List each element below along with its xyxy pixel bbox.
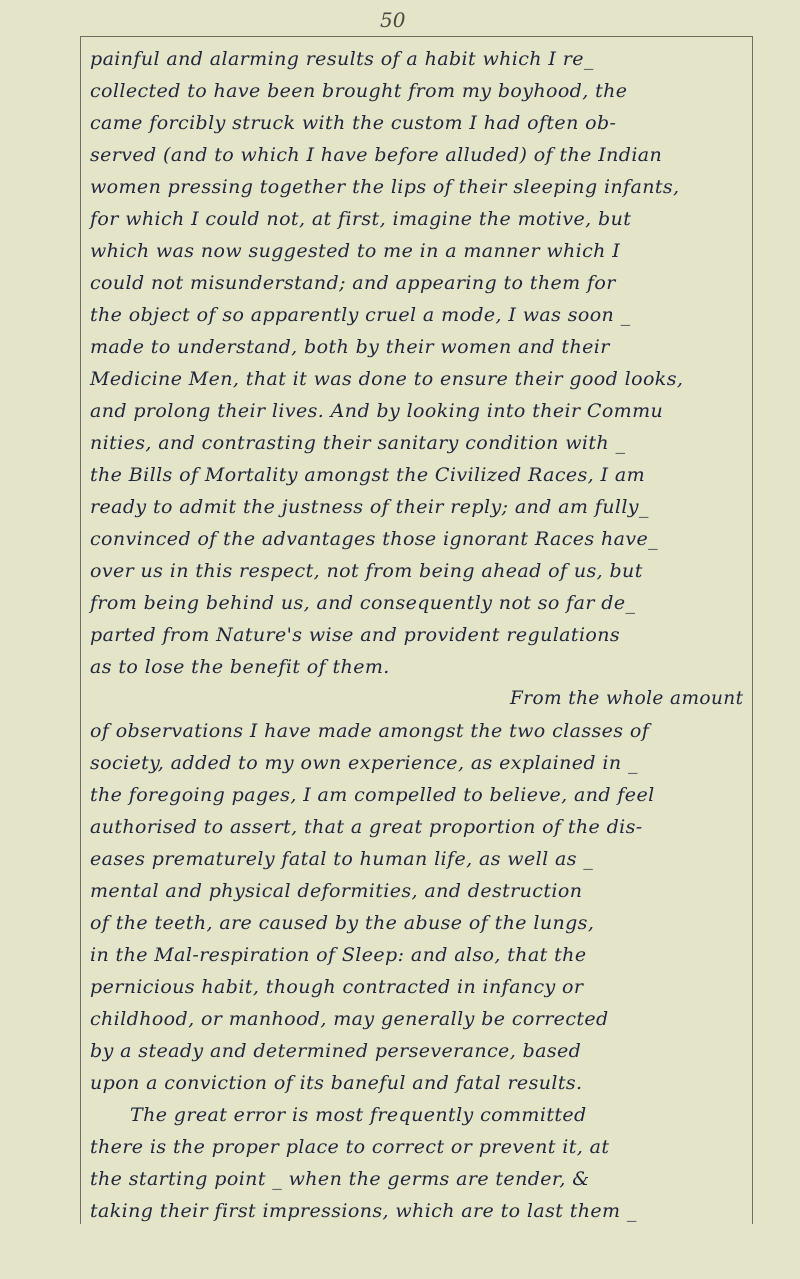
manuscript-line-14: the Bills of Mortality amongst the Civilized Races, I am [90, 464, 646, 486]
manuscript-line-1: painful and alarming results of a habit which I re_ [90, 48, 594, 70]
manuscript-line-21: From the whole amount [510, 688, 744, 709]
manuscript-line-35: there is the proper place to correct or prevent it, at [90, 1136, 610, 1158]
manuscript-line-19: parted from Nature's wise and provident regulations [90, 624, 621, 646]
page-number: 50 [380, 8, 406, 32]
manuscript-line-9: the object of so apparently cruel a mode, I was soon _ [90, 304, 631, 326]
manuscript-line-23: society, added to my own experience, as explained in _ [90, 752, 638, 774]
manuscript-line-20: as to lose the benefit of them. [90, 656, 390, 678]
manuscript-line-5: women pressing together the lips of their sleeping infants, [90, 176, 680, 198]
manuscript-line-28: of the teeth, are caused by the abuse of the lungs, [90, 912, 595, 934]
left-margin-rule [80, 36, 81, 1224]
manuscript-line-8: could not misunderstand; and appearing to them for [90, 272, 616, 294]
manuscript-line-34: The great error is most frequently committed [130, 1104, 587, 1126]
manuscript-line-13: nities, and contrasting their sanitary condition with _ [90, 432, 626, 454]
manuscript-line-36: the starting point _ when the germs are tender, & [90, 1168, 590, 1190]
manuscript-line-26: eases prematurely fatal to human life, as well as _ [90, 848, 594, 870]
manuscript-line-6: for which I could not, at first, imagine the motive, but [90, 208, 632, 230]
manuscript-line-16: convinced of the advantages those ignorant Races have_ [90, 528, 659, 550]
manuscript-line-3: came forcibly struck with the custom I had often ob- [90, 112, 617, 134]
manuscript-line-31: childhood, or manhood, may generally be corrected [90, 1008, 609, 1030]
manuscript-line-29: in the Mal-respiration of Sleep: and also, that the [90, 944, 587, 966]
manuscript-line-32: by a steady and determined perseverance, based [90, 1040, 582, 1062]
manuscript-line-15: ready to admit the justness of their reply; and am fully_ [90, 496, 649, 518]
manuscript-line-17: over us in this respect, not from being ahead of us, but [90, 560, 643, 582]
manuscript-line-12: and prolong their lives. And by looking into their Commu [90, 400, 664, 422]
manuscript-line-7: which was now suggested to me in a manner which I [90, 240, 621, 262]
manuscript-line-2: collected to have been brought from my boyhood, the [90, 80, 628, 102]
manuscript-line-10: made to understand, both by their women and their [90, 336, 610, 358]
manuscript-line-18: from being behind us, and consequently not so far de_ [90, 592, 636, 614]
manuscript-line-33: upon a conviction of its baneful and fatal results. [90, 1072, 583, 1094]
manuscript-line-22: of observations I have made amongst the two classes of [90, 720, 650, 742]
manuscript-line-37: taking their first impressions, which are to last them _ [90, 1200, 637, 1222]
manuscript-line-27: mental and physical deformities, and destruction [90, 880, 583, 902]
manuscript-line-30: pernicious habit, though contracted in infancy or [90, 976, 584, 998]
manuscript-line-4: served (and to which I have before alluded) of the Indian [90, 144, 663, 166]
right-margin-rule [752, 36, 753, 1224]
manuscript-line-11: Medicine Men, that it was done to ensure their good looks, [90, 368, 684, 390]
manuscript-line-25: authorised to assert, that a great proportion of the dis- [90, 816, 643, 838]
top-rule [80, 36, 753, 37]
manuscript-line-24: the foregoing pages, I am compelled to believe, and feel [90, 784, 655, 806]
